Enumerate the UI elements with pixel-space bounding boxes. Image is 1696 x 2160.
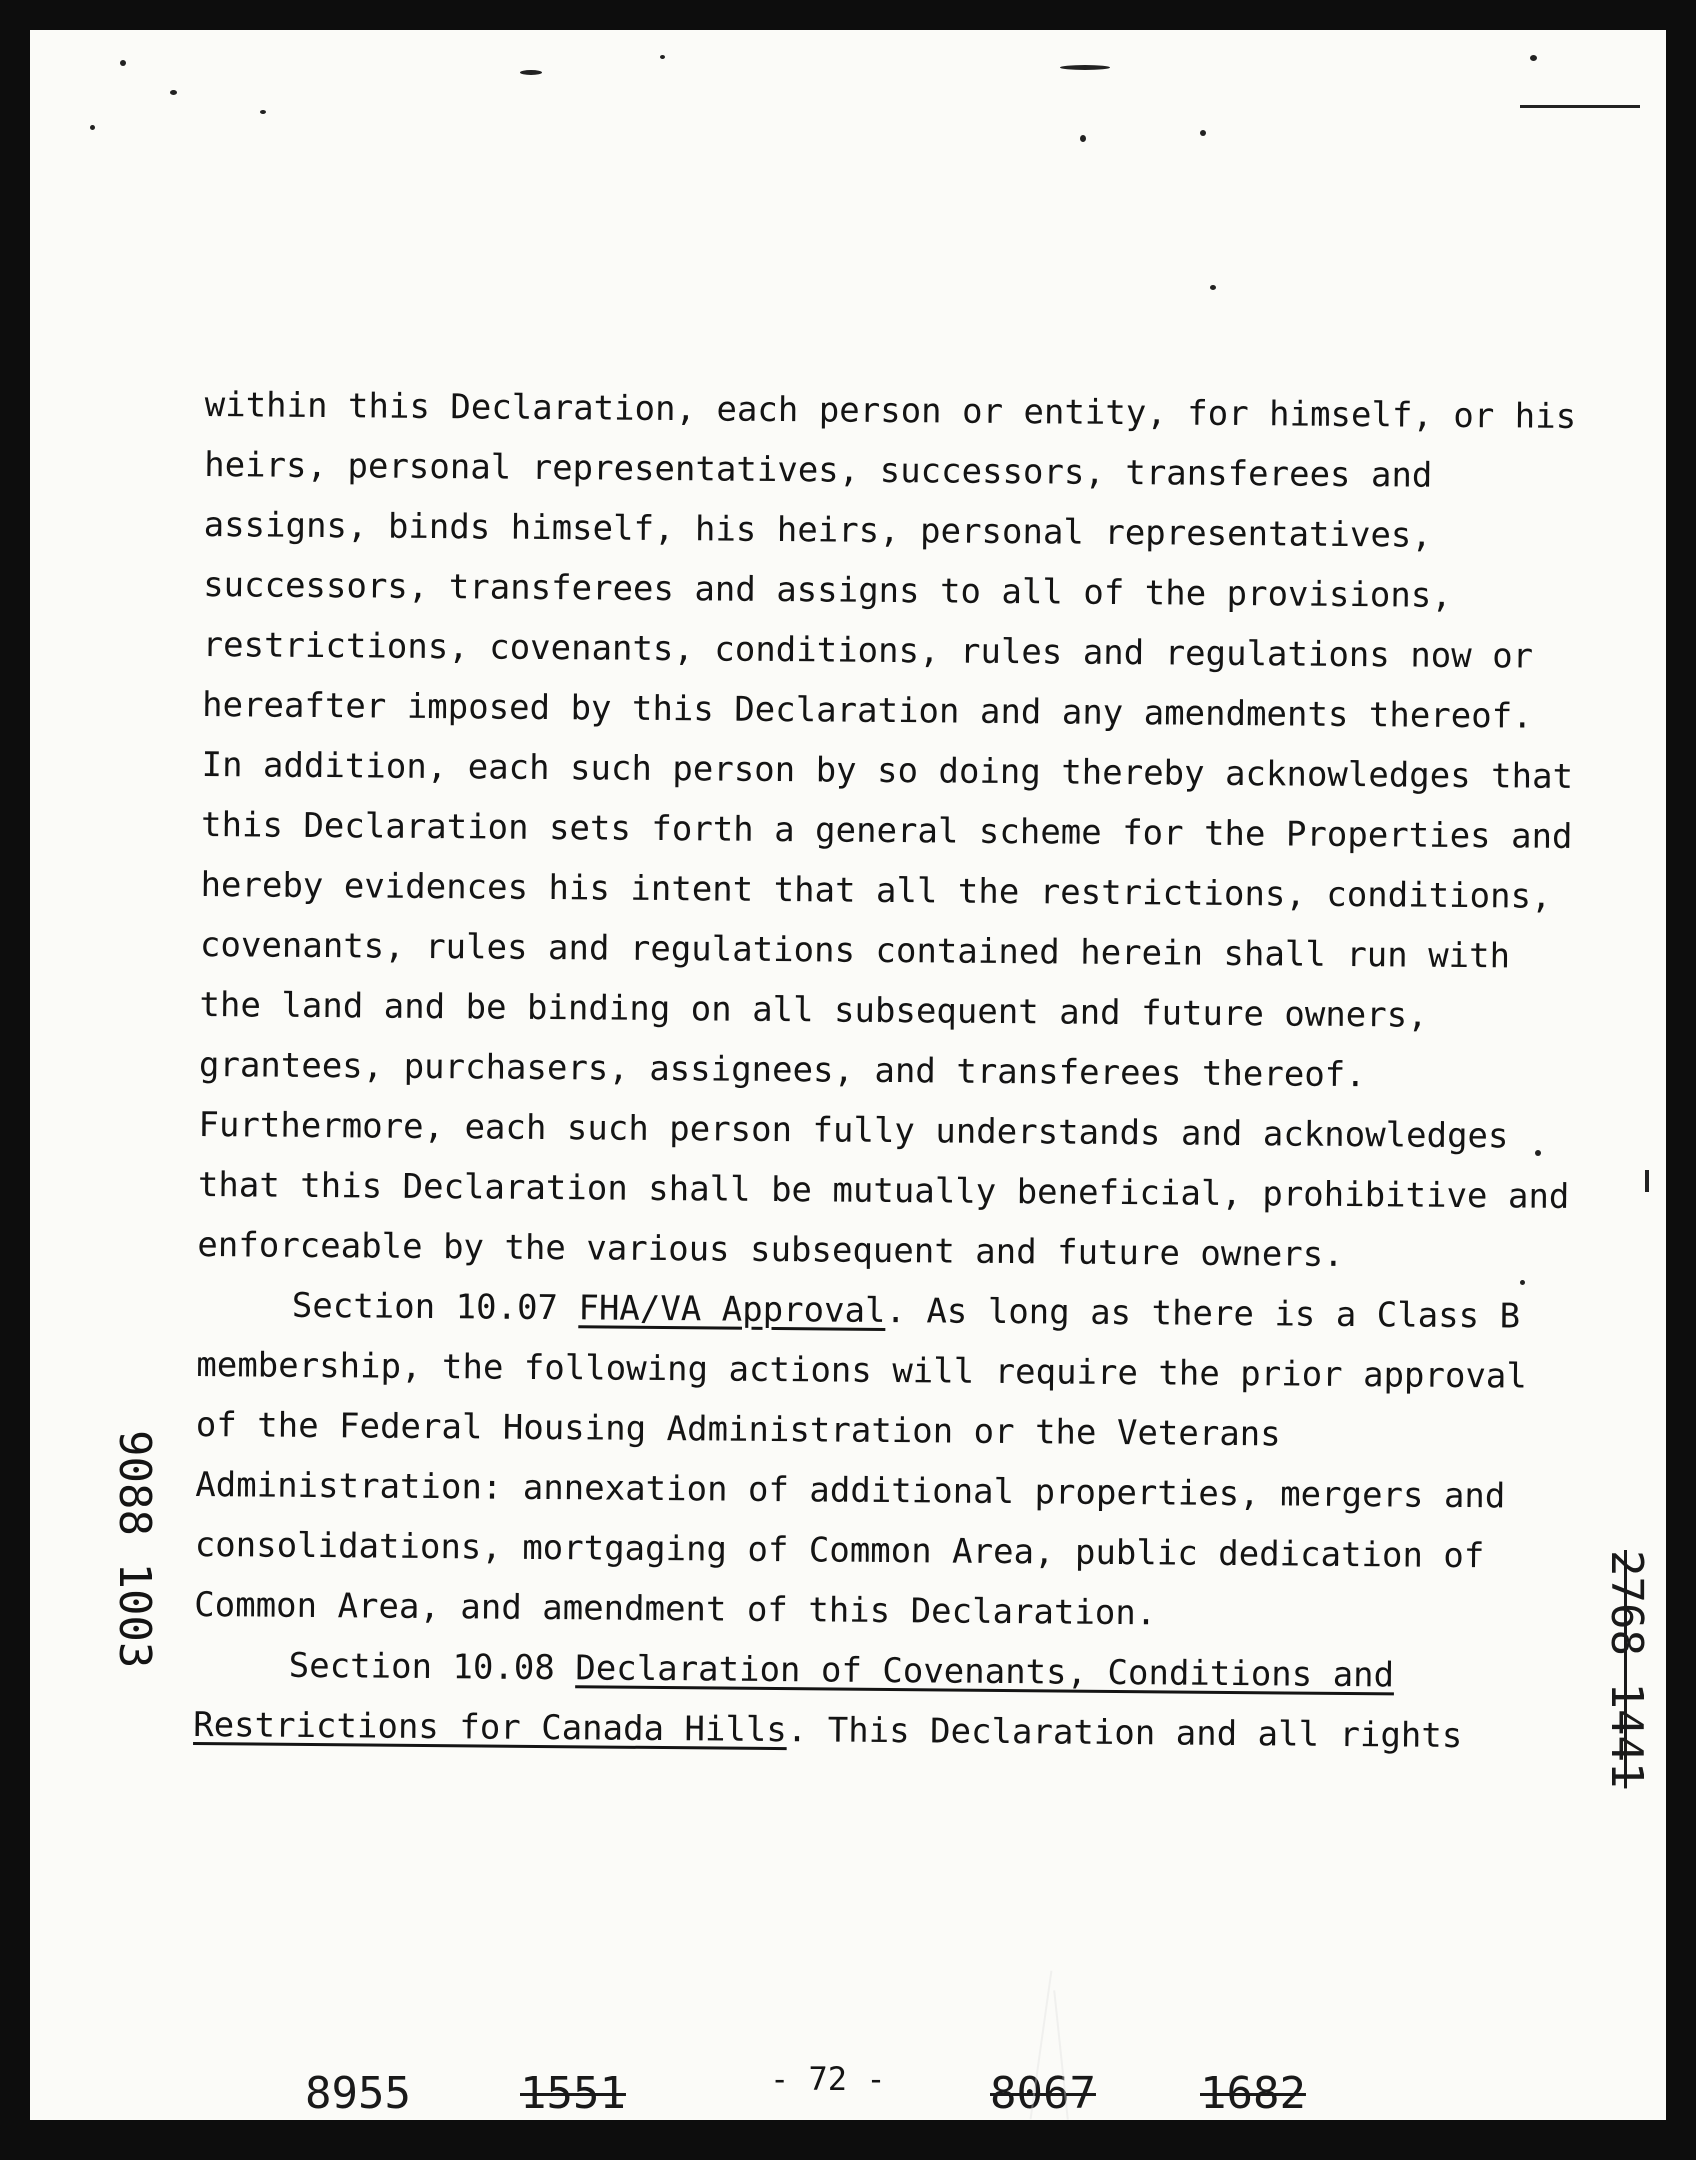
- right-margin-handwritten-number: 2768 1441: [1601, 1550, 1652, 1789]
- section-number: Section 10.08: [288, 1645, 556, 1689]
- document-page: [30, 30, 1666, 2120]
- scan-speck: [1060, 65, 1110, 70]
- section-number: Section 10.07: [291, 1285, 559, 1329]
- section-heading: Declaration of Covenants, Conditions and Restrictions for Canada Hills: [193, 1648, 1395, 1751]
- scan-speck: [1520, 1280, 1525, 1285]
- scan-speck: [1535, 1150, 1541, 1156]
- page-number: - 72 -: [770, 2060, 886, 2098]
- bottom-handwritten-number: 8955: [305, 2068, 411, 2119]
- bottom-handwritten-number: 8067: [990, 2068, 1096, 2119]
- scan-speck: [520, 70, 542, 75]
- bottom-handwritten-number: 1682: [1200, 2068, 1306, 2119]
- scan-speck: [1200, 130, 1206, 136]
- section-10-08: [193, 1635, 1574, 1767]
- bottom-handwritten-number: 1551: [520, 2068, 626, 2119]
- scan-speck: [1210, 285, 1216, 290]
- section-text: . This Declaration and all rights: [786, 1710, 1463, 1757]
- scan-speck: [660, 55, 665, 59]
- section-heading: FHA/VA Approval: [578, 1288, 886, 1331]
- paragraph-declaration-binding: within this Declaration, each person or entity, for himself, or his heirs, personal representatives, successors, transferees and assigns, binds himself, his heirs, personal representatives, successors, transferees and assigns to all of the provisions, restrictions, covenants, conditions, rules and regulations now or hereafter imposed by this Declaration and any amendments thereof. In addition, each such person by so doing thereby acknowledges that this Declaration sets forth a general scheme for the Properties and hereby evidences his intent that all the restrictions, conditions, covenants, rules and regulations contained herein shall run with the land and be binding on all subsequent and future owners, grantees, purchasers, assignees, and transferees thereof. Furthermore, each such person fully understands and acknowledges that this Declaration shall be mutually beneficial, prohibitive and enforceable by the various subsequent and future owners.: [197, 384, 1577, 1275]
- left-margin-stamp: 9088 1003: [109, 1430, 160, 1669]
- scan-speck: [1080, 135, 1086, 142]
- scan-speck: [1645, 1170, 1649, 1192]
- scan-speck: [90, 125, 95, 130]
- document-body: [193, 375, 1585, 1767]
- section-10-07: [194, 1275, 1577, 1647]
- scan-speck: [1520, 105, 1640, 108]
- scan-speck: [170, 90, 177, 95]
- scan-speck: [1530, 55, 1537, 61]
- scan-speck: [260, 110, 266, 114]
- section-text: . As long as there is a Class B membership, the following actions will require the prior approval of the Federal Housing Administration or the Veterans Administration: annexation of additional properties, mergers and consolidations, mortgaging of Common Area, public dedication of Common Area, and amendment of this Declaration.: [194, 1290, 1528, 1634]
- scan-speck: [120, 60, 126, 66]
